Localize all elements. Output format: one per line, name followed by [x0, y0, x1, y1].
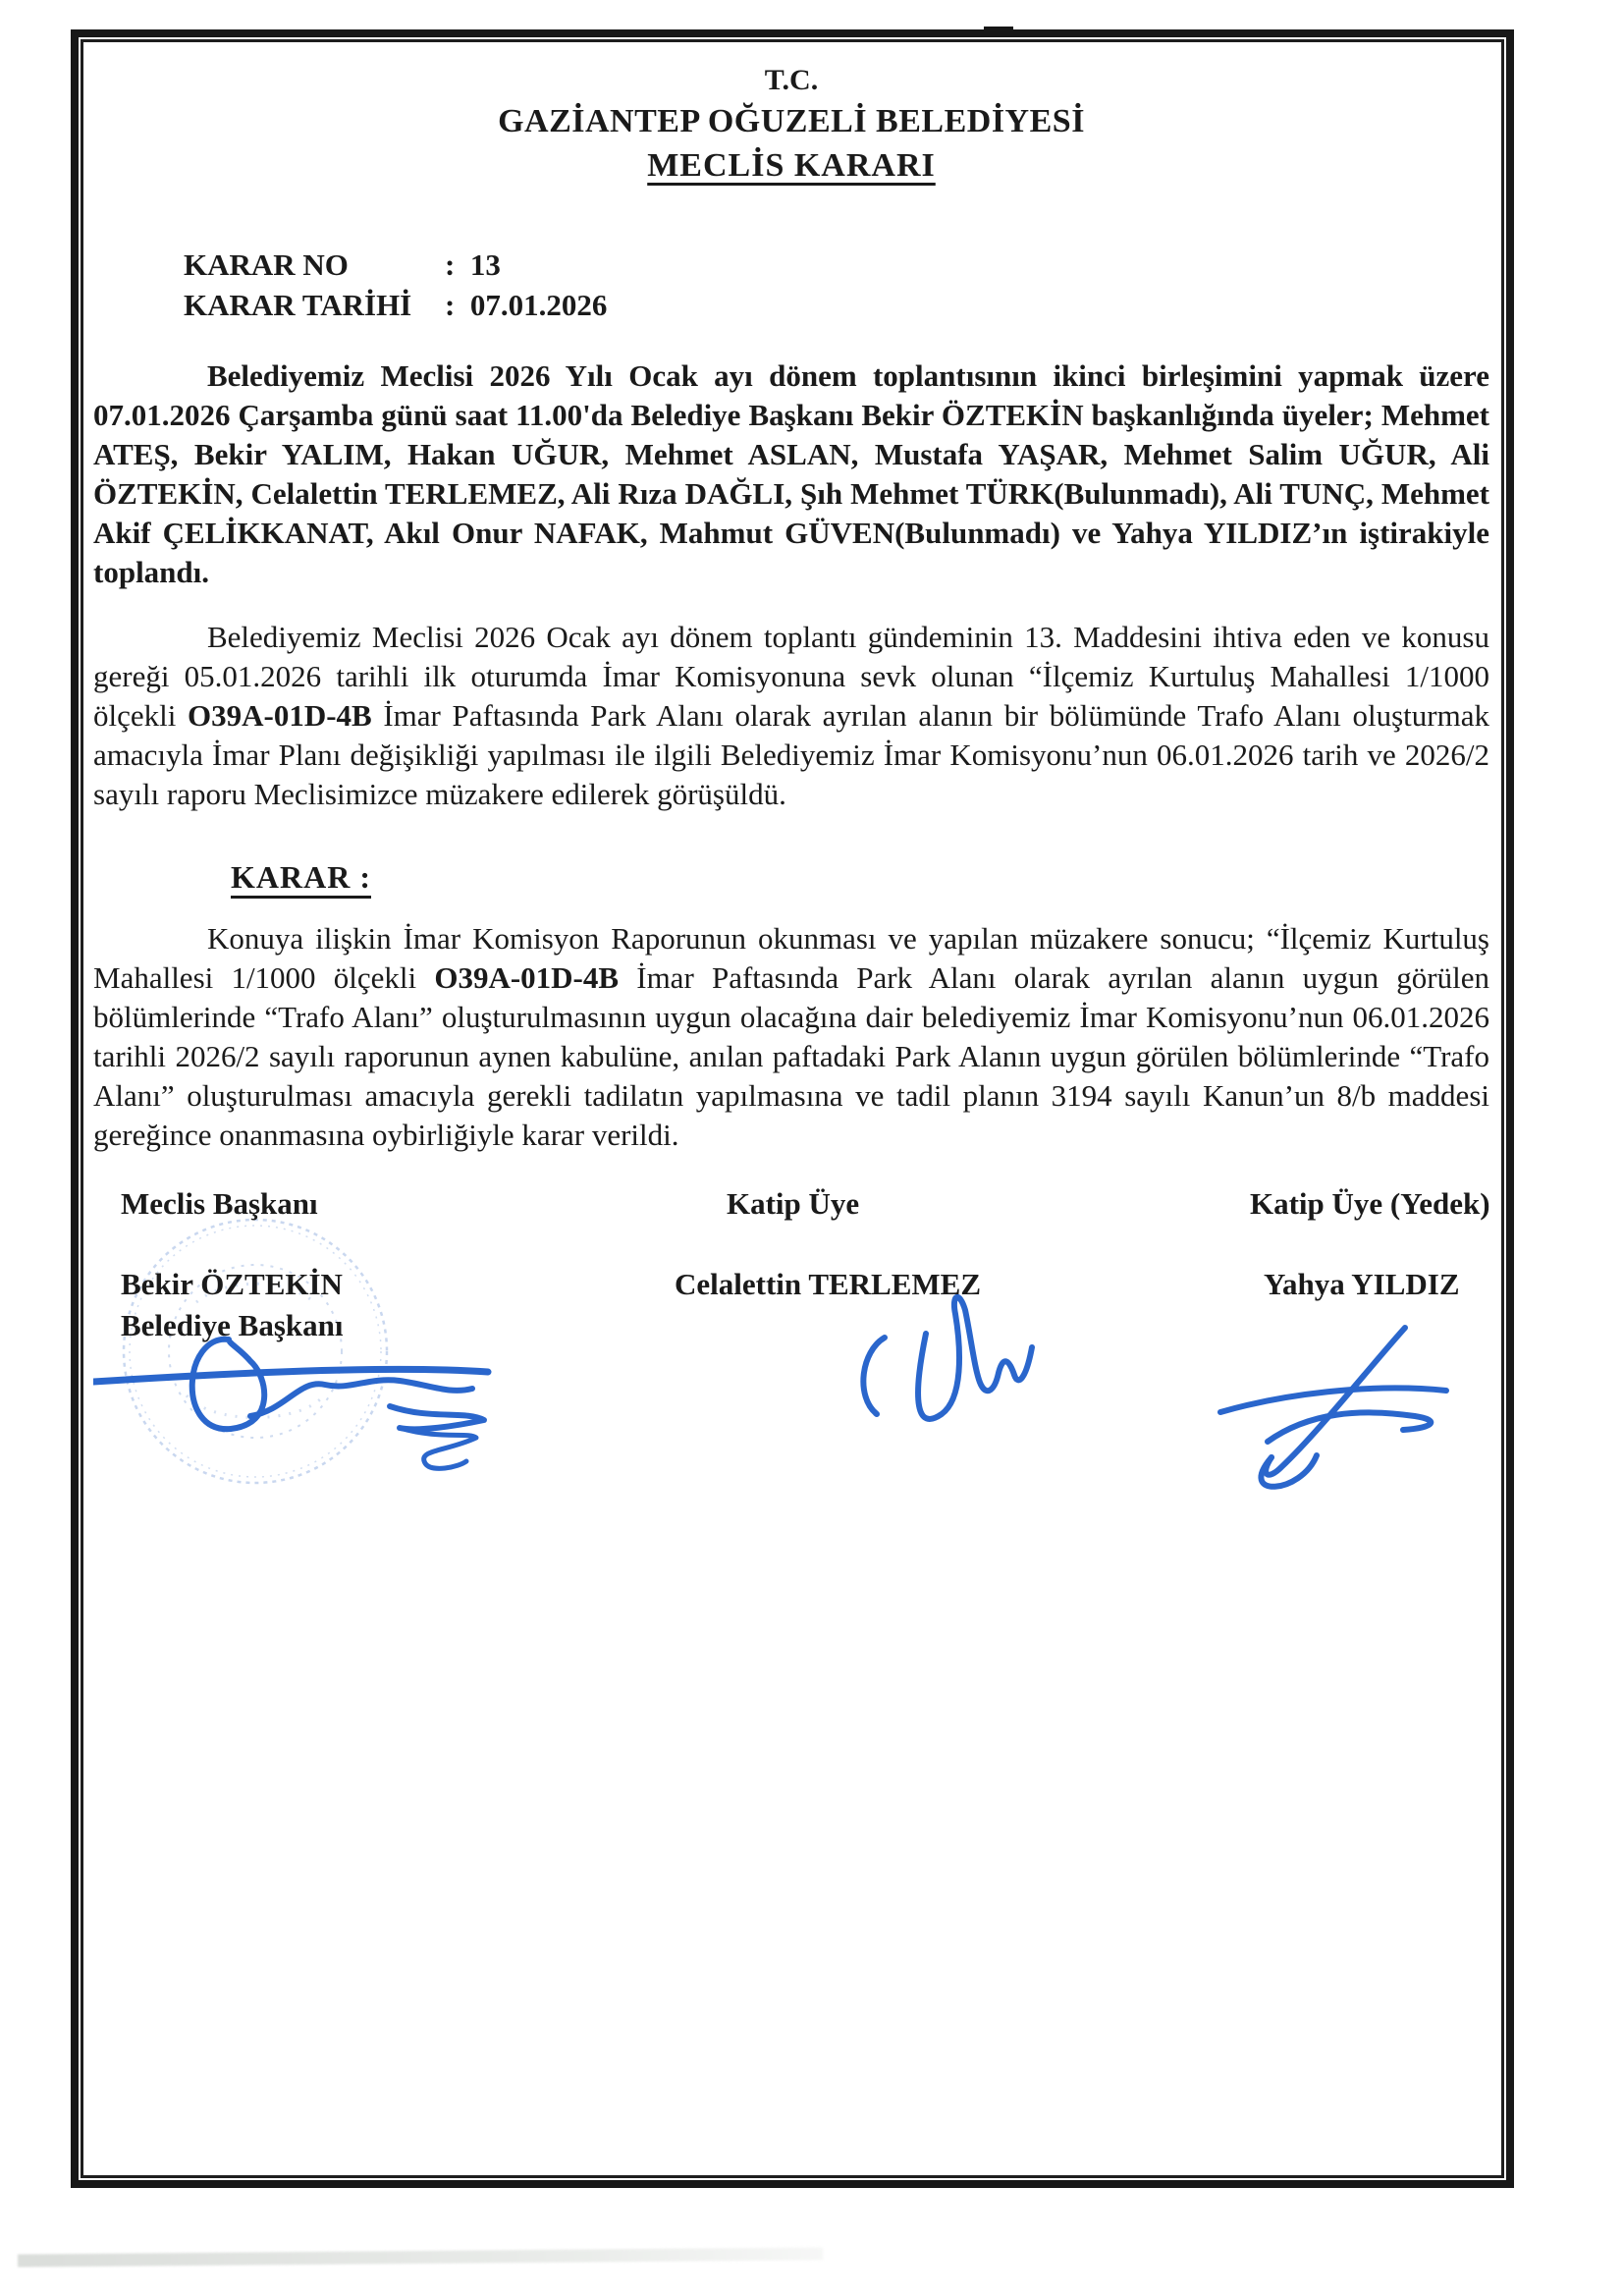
scan-artifact-bottom-shadow	[18, 2247, 823, 2267]
document-border-frame	[71, 29, 1514, 2188]
paragraph-decision-sheet-code: O39A-01D-4B	[434, 960, 620, 995]
decision-date-label: KARAR TARİHİ	[184, 288, 412, 322]
signatory-3-name: Yahya YILDIZ	[1264, 1267, 1460, 1301]
header-municipality: GAZİANTEP OĞUZELİ BELEDİYESİ	[498, 103, 1085, 139]
decision-no-value: : 13	[445, 247, 501, 282]
paragraph-attendance: Belediyemiz Meclisi 2026 Yılı Ocak ayı dönem toplantısının ikinci birleşimini yapmak üzere 07.01.2026 Çarşamba günü saat 11.00'da Belediye Başkanı Bekir ÖZTEKİN başkanlığında üyeler; Mehmet ATEŞ, Bekir YALIM, Hakan UĞUR, Mehmet ASLAN, Mustafa YAŞAR, Mehmet Salim UĞUR, Ali ÖZTEKİN, Celalettin TERLEMEZ, Ali Rıza DAĞLI, Şıh Mehmet TÜRK(Bulunmadı), Ali TUNÇ, Mehmet Akif ÇELİKKANAT, Akıl Onur NAFAK, Mahmut GÜVEN(Bulunmadı) ve Yahya YILDIZ’ın iştirakiyle toplandı.	[93, 358, 1489, 589]
decision-heading-text: KARAR :	[231, 859, 371, 895]
header-republic: T.C.	[764, 64, 819, 96]
paragraph-subject	[93, 618, 1489, 814]
header-doc-title-text: MECLİS KARARI	[647, 147, 936, 184]
signatory-1-name: Bekir ÖZTEKİN	[121, 1267, 343, 1301]
signatory-1-subtitle: Belediye Başkanı	[121, 1308, 344, 1342]
paragraph-decision-text-after: İmar Paftasında Park Alanı olarak ayrılan alanın uygun görülen bölümlerinde “Trafo Alanı” oluşturulmasının uygun olacağına dair belediyemiz İmar Komisyonu’nun 06.01.2026 tarihli 2026/2 sayılı raporunun aynen kabulüne, anılan paftadaki Park Alanın uygun görülen bölümlerinde “Trafo Alanı” oluşturulması amacıyla gerekli tadilatın yapılmasına ve tadil planın 3194 sayılı Kanun’un 8/b maddesi gereğince onanmasına oybirliğiyle karar verildi.	[93, 960, 1489, 1152]
paragraph-decision	[93, 919, 1489, 1155]
paragraph-subject-text-before: Belediyemiz Meclisi 2026 Ocak ayı dönem toplantı gündeminin 13. Maddesini ihtiva eden ve konusu gereği 05.01.2026 tarihli ilk oturumda İmar Komisyonuna sevk olunan “İlçemiz Kurtuluş Mahallesi 1/1000 ölçekli	[93, 620, 1489, 733]
decision-heading	[231, 859, 1489, 896]
signatures-and-stamp-graphic	[93, 1184, 1502, 1695]
decision-no-label: KARAR NO	[184, 247, 349, 282]
decision-meta	[184, 245, 1489, 325]
signature-section	[93, 1184, 1489, 1813]
paragraph-subject-text-after: İmar Paftasında Park Alanı olarak ayrılan alanın bir bölümünde Trafo Alanı oluşturmak amacıyla İmar Planı değişikliği yapılması ile ilgili Belediyemiz İmar Komisyonu’nun 06.01.2026 tarih ve 2026/2 sayılı raporu Meclisimizce müzakere edilerek görüşüldü.	[93, 698, 1489, 811]
signatory-3-title: Katip Üye (Yedek)	[1250, 1186, 1490, 1221]
document-inner-frame	[81, 39, 1504, 2178]
signatory-1-title: Meclis Başkanı	[121, 1186, 318, 1221]
paragraph-subject-sheet-code: O39A-01D-4B	[188, 698, 372, 733]
signature-bekir-oztekin	[93, 1339, 488, 1469]
signatory-2-name: Celalettin TERLEMEZ	[675, 1267, 982, 1301]
signature-celalettin-terlemez	[863, 1297, 1032, 1419]
round-stamp-icon	[124, 1220, 387, 1483]
decision-date-value: : 07.01.2026	[445, 288, 608, 322]
paragraph-decision-text-before: Konuya ilişkin İmar Komisyon Raporunun okunması ve yapılan müzakere sonucu; “İlçemiz Kurtuluş Mahallesi 1/1000 ölçekli	[93, 921, 1489, 995]
decision-date-row	[184, 285, 1489, 325]
signatory-2-title: Katip Üye	[727, 1186, 860, 1221]
decision-no-row	[184, 245, 1489, 285]
header-doc-title	[93, 144, 1489, 188]
signature-yahya-yildiz	[1220, 1328, 1446, 1487]
